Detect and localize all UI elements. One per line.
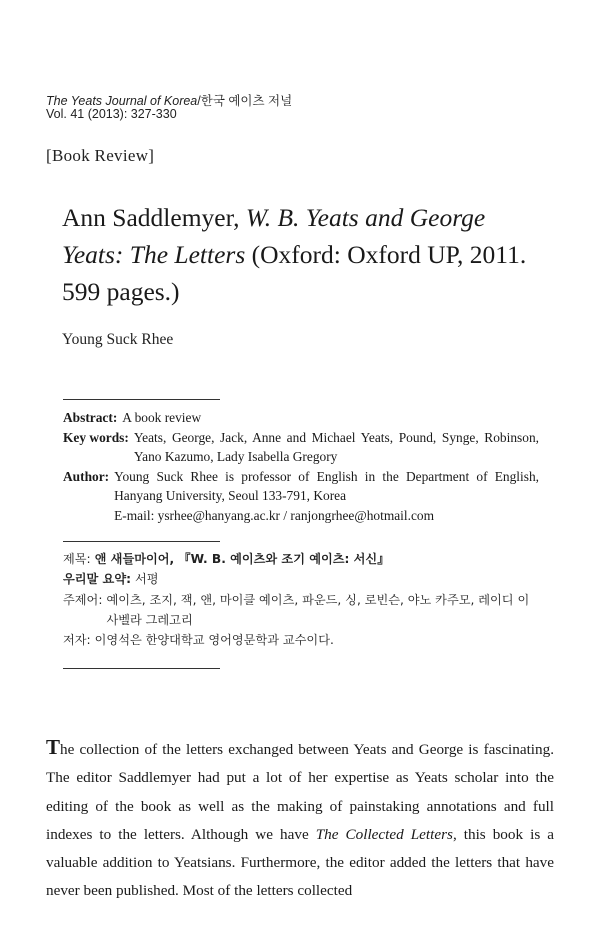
abstract-value: A book review <box>122 410 202 425</box>
korean-title-row <box>63 549 539 569</box>
korean-keywords-label: 주제어: <box>63 592 103 607</box>
divider-rule <box>63 668 220 669</box>
korean-summary-row <box>63 569 539 589</box>
title-book-part: W. B. Yeats and George Yeats: The Letters <box>62 203 486 269</box>
korean-author-row <box>63 630 539 650</box>
korean-author-value: 이영석은 한양대학교 영어영문학과 교수이다. <box>94 633 334 648</box>
body-text-part2: , this book is a valuable addition to Yeatsians. Furthermore, the editor added the letters that have never been published. Most of the letters collected <box>46 825 554 900</box>
author-value <box>114 467 539 526</box>
keywords-value: Yeats, George, Jack, Anne and Michael Yeats, Pound, Synge, Robinson, Yano Kazumo, Lady Isabella Gregory <box>133 429 539 464</box>
title-publication-part: (Oxford: Oxford UP, 2011. 599 pages.) <box>62 240 527 306</box>
korean-summary-label: 우리말 요약: <box>63 572 131 587</box>
title-author-part: Ann Saddlemyer, <box>62 203 246 232</box>
section-label: [Book Review] <box>46 146 155 165</box>
korean-keywords-row <box>63 590 539 631</box>
journal-title-korean: /한국 예이츠 저널 <box>197 94 293 108</box>
korean-summary-value: 서평 <box>134 572 159 587</box>
volume-line: Vol. 41 (2013): 327-330 <box>46 107 177 121</box>
korean-title-value: 앤 새들마이어, 『W. B. 예이츠와 조기 예이츠: 서신』 <box>94 552 390 566</box>
review-title <box>62 199 552 310</box>
author-row <box>63 467 539 526</box>
korean-author-label: 저자: <box>63 633 91 648</box>
korean-keywords-value: 예이츠, 조지, 잭, 앤, 마이클 예이츠, 파운드, 싱, 로빈슨, 야노 카주모, 레이디 이사벨라 그레고리 <box>106 592 530 627</box>
korean-title-label: 제목: <box>63 552 91 566</box>
body-paragraph <box>46 733 554 906</box>
email-line: E-mail: ysrhee@hanyang.ac.kr / ranjongrhee@hotmail.com <box>114 507 435 523</box>
divider-rule <box>63 541 220 542</box>
body-text-part1: he collection of the letters exchanged between Yeats and George is fascinating. The editor Saddlemyer had put a lot of her expertise as Yeats scholar into the editing of the book as well as the making of painstaking annotations and full indexes to the letters. Although we have <box>46 741 554 843</box>
reviewer-name: Young Suck Rhee <box>62 331 174 348</box>
keywords-label: Key words: <box>63 429 129 445</box>
author-label: Author: <box>63 468 110 484</box>
body-italic-title: The Collected Letters <box>315 825 453 843</box>
journal-title: The Yeats Journal of Korea <box>46 94 198 108</box>
korean-metadata <box>63 549 539 650</box>
keywords-row <box>63 428 539 467</box>
author-description: Young Suck Rhee is professor of English in the Department of English, Hanyang University, Seoul 133-791, Korea <box>114 468 539 503</box>
divider-rule <box>63 399 220 400</box>
drop-cap: T <box>46 735 61 759</box>
english-metadata <box>63 408 539 525</box>
abstract-row <box>63 408 539 428</box>
abstract-label: Abstract: <box>63 410 118 425</box>
